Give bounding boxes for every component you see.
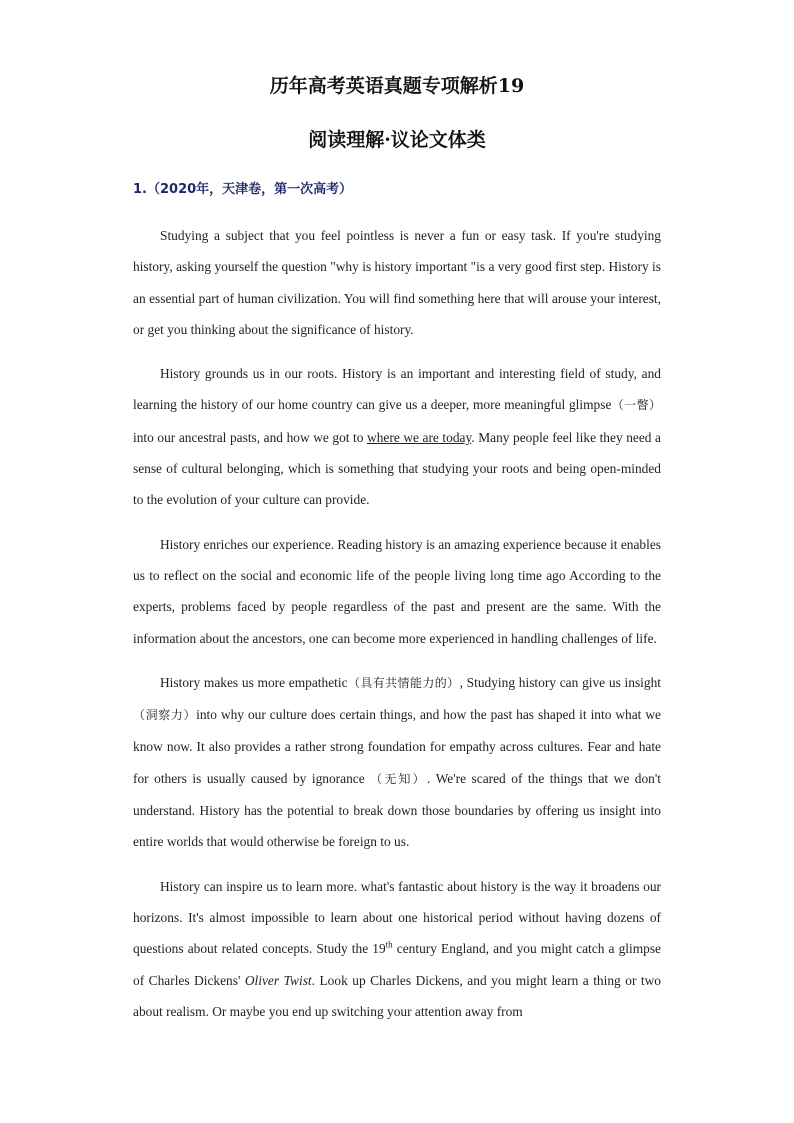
paragraph-5-text-a: History can inspire us to learn more. what's fantastic about history is the way it broadens our horizons. It's almost impossible to learn about one historical period without having dozens of questions about related concepts. Study the 19: [133, 878, 661, 957]
paragraph-4-text-a: History makes us more empathetic: [160, 674, 348, 690]
paragraph-2: [133, 358, 661, 515]
question-header: 1.（2020年，天津卷，第一次高考）: [133, 182, 353, 197]
paragraph-2-text-a: History grounds us in our roots. History is an important and interesting field of study, and learning the history of our home country can give us a deeper, more meaningful glimpse: [133, 366, 661, 413]
paragraph-5-text-b: century England, and you might catch a glimpse of Charles Dickens': [133, 941, 661, 988]
passage: [133, 220, 661, 1040]
paragraph-5: [133, 871, 661, 1027]
ordinal-suffix: th: [385, 939, 393, 950]
gloss-empathetic: （具有共情能力的）: [347, 675, 460, 690]
paragraph-5-text-c: . Look up Charles Dickens, and you might learn a thing or two about realism. Or maybe you end up switching your attention away from: [133, 972, 661, 1019]
paragraph-2-text-b: into our ancestral pasts, and how we got to: [133, 429, 368, 445]
paragraph-4: [133, 667, 661, 858]
book-title: Oliver Twist: [244, 972, 312, 988]
paragraph-3: History enriches our experience. Reading history is an amazing experience because it enables us to reflect on the social and economic life of the people living long time ago According to the experts, problems faced by people regardless of the past and present are the same. With the information about the ancestors, one can become more experienced in handling challenges of life.: [133, 536, 661, 646]
gloss-ignorance: （无知）: [370, 771, 427, 786]
gloss-insight: （洞察力）: [133, 708, 197, 723]
paragraph-4-text-b: , Studying history can give us insight: [459, 674, 661, 690]
paragraph-1: Studying a subject that you feel pointless is never a fun or easy task. If you're studying history, asking yourself the question "why is history important "is a very good first step. History is an essential part of human civilization. You will find something here that will arouse your interest, or get you thinking about the significance of history.: [133, 228, 661, 337]
paragraph-4-text-d: . We're scared of the things that we don't understand. History has the potential to break down those boundaries by offering us insight into entire worlds that would otherwise be foreign to us.: [133, 770, 661, 850]
underlined-phrase: where we are today: [367, 429, 472, 445]
paragraph-4-text-c: into why our culture does certain things, and how the past has shaped it into what we know now. It also provides a rather strong foundation for empathy across cultures. Fear and hate for others is usually caused by ignorance: [133, 707, 661, 786]
document-subtitle: 阅读理解·议论文体类: [308, 129, 486, 151]
paragraph-2-text-c: . Many people feel like they need a sense of cultural belonging, which is something that studying your roots and being open-minded to the evolution of your culture can provide.: [133, 429, 661, 508]
gloss-glimpse: （一瞥）: [611, 398, 661, 413]
document-title: 历年高考英语真题专项解析19: [269, 75, 525, 97]
